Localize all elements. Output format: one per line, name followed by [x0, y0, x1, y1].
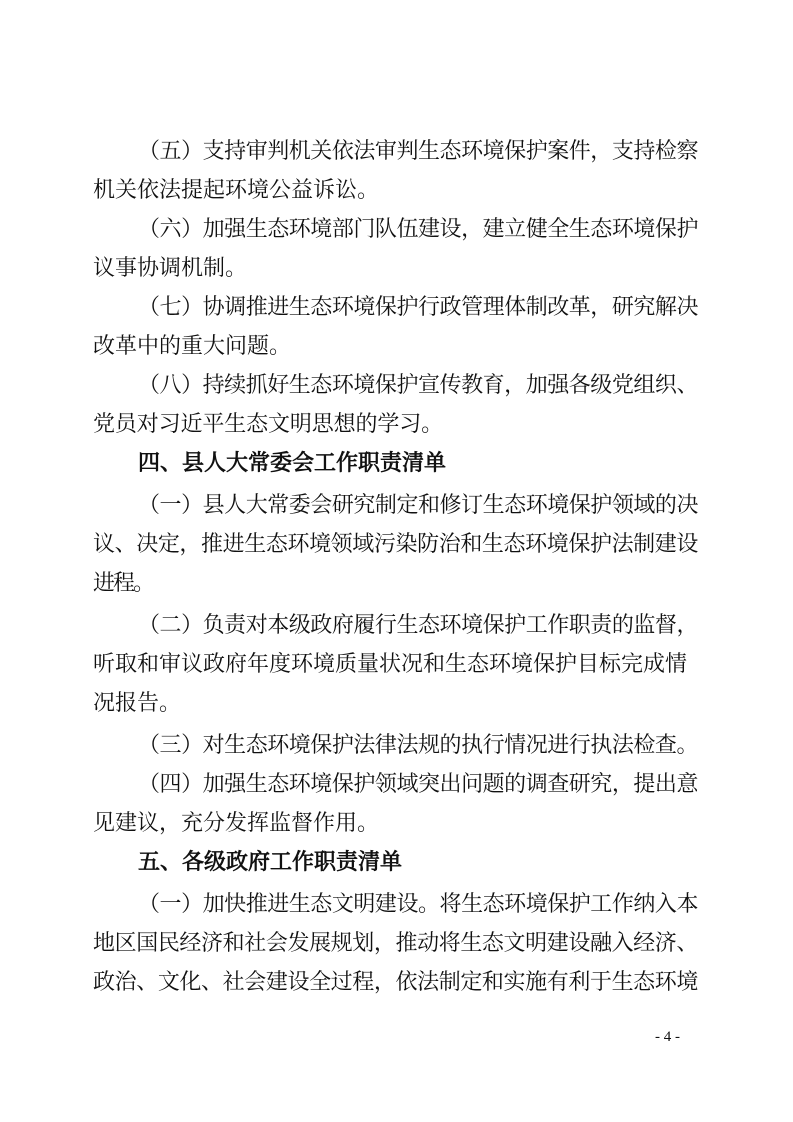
- paragraph-line: 地区国民经济和社会发展规划，推动将生态文明建设融入经济、: [93, 931, 699, 956]
- paragraph-line: （七）协调推进生态环境保护行政管理体制改革，研究解决: [138, 295, 699, 320]
- paragraph-line: 听取和审议政府年度环境质量状况和生态环境保护目标完成情: [93, 652, 688, 677]
- paragraph-line: （四）加强生态环境保护领域突出问题的调查研究，提出意: [138, 772, 699, 797]
- paragraph-line: 况报告。: [93, 691, 182, 716]
- paragraph-line: 进程。: [93, 571, 154, 596]
- paragraph-line: （三）对生态环境保护法律法规的执行情况进行执法检查。: [138, 733, 699, 758]
- paragraph-line: 改革中的重大问题。: [93, 334, 292, 359]
- paragraph-line: 见建议，充分发挥监督作用。: [93, 811, 380, 836]
- section-heading: 五、各级政府工作职责清单: [138, 850, 403, 875]
- paragraph-line: （一）县人大常委会研究制定和修订生态环境保护领域的决: [138, 493, 699, 518]
- paragraph-line: 机关依法提起环境公益诉讼。: [93, 178, 380, 203]
- paragraph-line: （一）加快推进生态文明建设。将生态环境保护工作纳入本: [138, 892, 699, 917]
- paragraph-line: 党员对习近平生态文明思想的学习。: [93, 412, 444, 437]
- paragraph-line: （八）持续抓好生态环境保护宣传教育，加强各级党组织、: [138, 373, 699, 398]
- paragraph-line: 议事协调机制。: [93, 256, 248, 281]
- paragraph-line: 议、决定，推进生态环境领域污染防治和生态环境保护法制建设: [93, 532, 699, 557]
- paragraph-line: （五）支持审判机关依法审判生态环境保护案件，支持检察: [138, 139, 699, 164]
- paragraph-line: 政治、文化、社会建设全过程，依法制定和实施有利于生态环境: [93, 970, 699, 995]
- section-heading: 四、县人大常委会工作职责清单: [138, 451, 447, 476]
- page-number: - 4 -: [655, 1029, 680, 1045]
- paragraph-line: （二）负责对本级政府履行生态环境保护工作职责的监督，: [138, 613, 699, 638]
- paragraph-line: （六）加强生态环境部门队伍建设，建立健全生态环境保护: [138, 217, 699, 242]
